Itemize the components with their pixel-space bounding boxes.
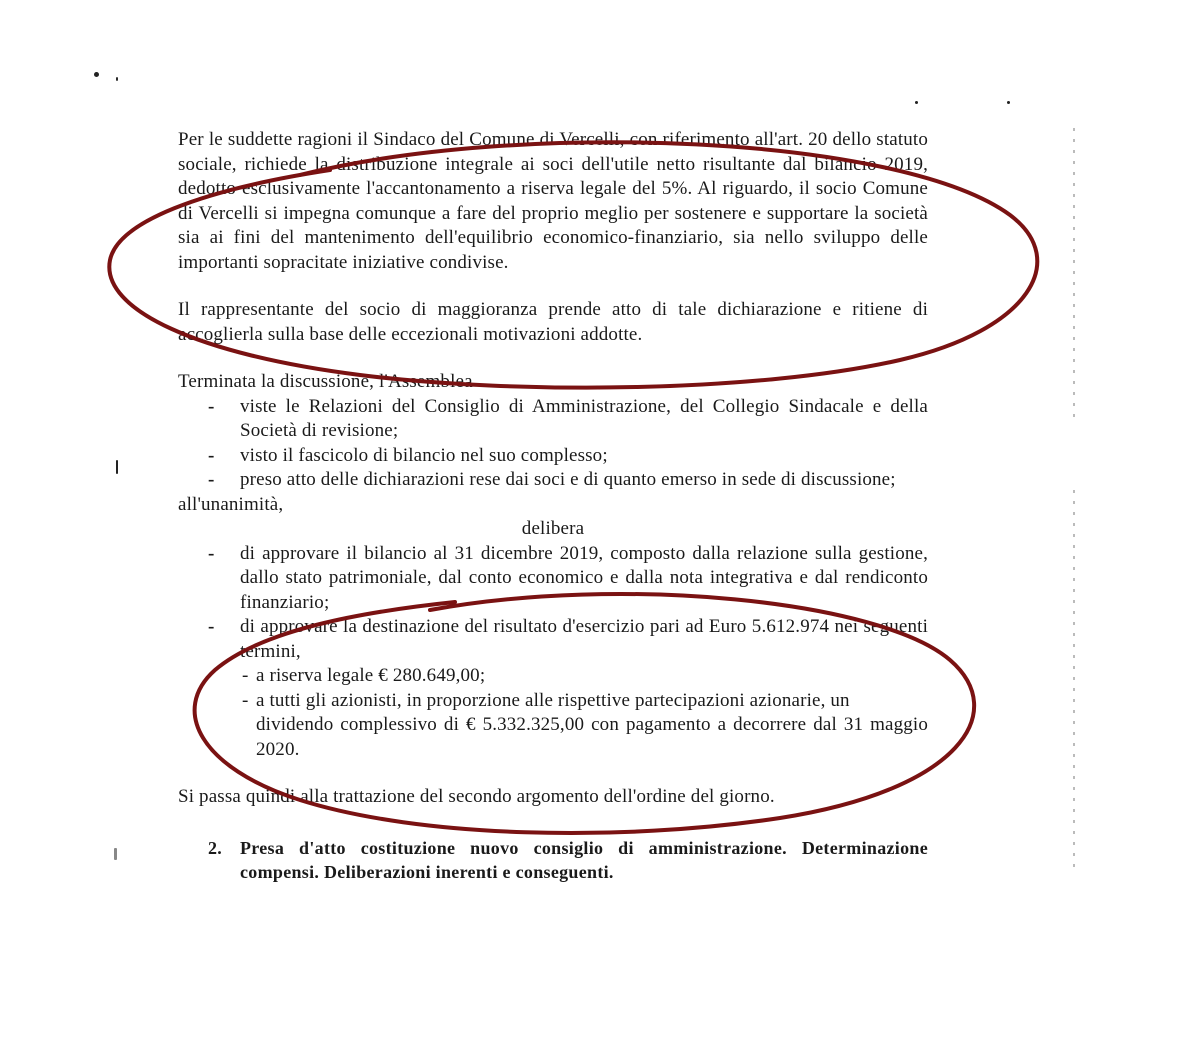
list-item: - visto il fascicolo di bilancio nel suo complesso; — [178, 444, 928, 469]
dividend-text-line2: dividendo complessivo di € 5.332.325,00 con pagamento a decorrere dal 31 maggio 2020. — [256, 714, 928, 760]
scan-speck — [1007, 101, 1010, 104]
dividend-item: - a tutti gli azionisti, in proporzione alle rispettive partecipazioni azionarie, un — [242, 689, 850, 711]
dividend-text-line1: a tutti gli azionisti, in proporzione alle rispettive partecipazioni azionarie, un — [256, 689, 850, 711]
resolution-approve-allocation — [178, 615, 928, 664]
paragraph-acceptance: Il rappresentante del socio di maggioranza prende atto di tale dichiarazione e ritiene di accoglierla sulla base delle eccezionali motivazioni addotte. — [178, 299, 928, 345]
allocation-text: di approvare la destinazione del risultato d'esercizio pari ad Euro 5.612.974 nei seguenti termini, — [240, 616, 928, 662]
scan-edge-marks — [1073, 128, 1075, 418]
scan-speck — [94, 72, 99, 77]
scan-speck — [116, 77, 118, 81]
scan-edge-marks — [1073, 490, 1075, 870]
scan-speck — [915, 101, 918, 104]
resolves-heading: delibera — [521, 518, 585, 539]
agenda-item-title: Presa d'atto costituzione nuovo consiglio di amministrazione. Determinazione compensi. Deliberazioni inerenti e conseguenti. — [240, 837, 928, 882]
agenda-item-2 — [178, 836, 928, 885]
list-item: - viste le Relazioni del Consiglio di Amministrazione, del Collegio Sindacale e della Società di revisione; — [178, 395, 928, 444]
considerations-list — [178, 395, 928, 493]
list-item: - preso atto delle dichiarazioni rese dai soci e di quanto emerso in sede di discussione; — [178, 468, 928, 493]
legal-reserve-text: a riserva legale € 280.649,00; — [256, 665, 486, 686]
scan-speck — [114, 848, 117, 860]
scan-speck — [116, 460, 118, 474]
resolution-approve-budget: - di approvare il bilancio al 31 dicembre 2019, composto dalla relazione sulla gestione, dallo stato patrimoniale, dal conto economico e dalla nota integrativa e dal rendiconto finanziario; — [178, 542, 928, 616]
resolutions-list — [178, 542, 928, 665]
transition-line: Si passa quindi alla trattazione del secondo argomento dell'ordine del giorno. — [178, 786, 775, 807]
assembly-intro: Terminata la discussione, l'Assemblea — [178, 371, 473, 392]
allocation-details — [242, 664, 928, 762]
agenda-item-number: 2. — [208, 837, 223, 858]
unanimity-line: all'unanimità, — [178, 493, 284, 515]
document-body — [178, 128, 928, 885]
paragraph-request: Per le suddette ragioni il Sindaco del Comune di Vercelli, con riferimento all'art. 20 dello statuto sociale, richiede la distribuzione integrale ai soci dell'utile netto risultante dal bilancio 2019, dedotto esclusivamente l'accantonamento a riserva legale del 5%. Al riguardo, il socio Comune di Vercelli si impegna comunque a fare del proprio meglio per sostenere e supportare la società sia ai fini del mantenimento dell'equilibrio economico-finanziario, sia nello sviluppo delle importanti sopracitate iniziative condivise. — [178, 129, 928, 273]
legal-reserve-item: - a riserva legale € 280.649,00; — [242, 665, 486, 686]
